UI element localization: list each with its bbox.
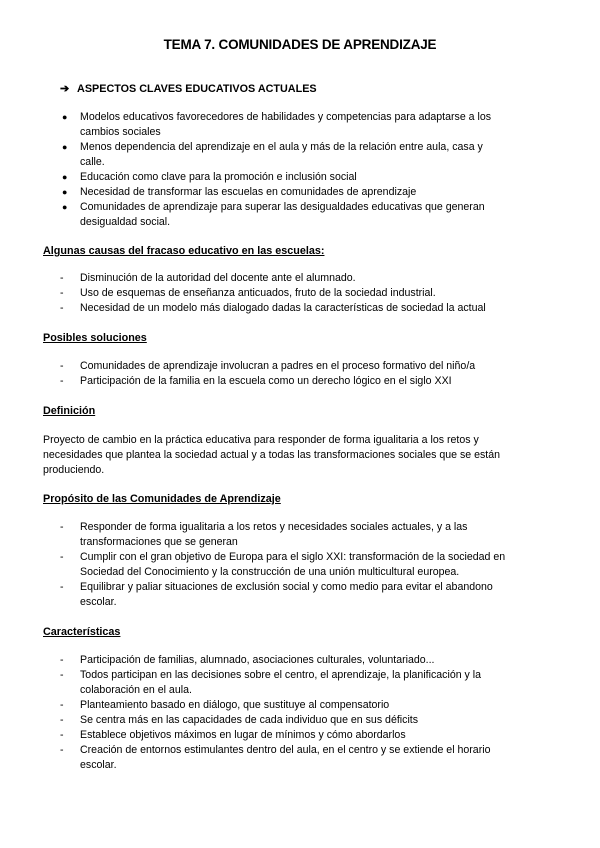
characteristics-list xyxy=(0,653,600,773)
purpose-list xyxy=(0,520,600,610)
list-item: ● Modelos educativos favorecedores de habilidades y competencias para adaptarse a los cambios sociales xyxy=(62,111,492,138)
list-item: - Se centra más en las capacidades de cada individuo que en sus déficits xyxy=(60,714,419,726)
list-item: - Responder de forma igualitaria a los retos y necesidades sociales actuales, y a las transformaciones que se generan xyxy=(60,521,468,548)
list-item: - Todos participan en las decisiones sobre el centro, el aprendizaje, la planificación y la colaboración en el aula. xyxy=(60,669,482,696)
solutions-list xyxy=(0,359,600,389)
dash-marker: - xyxy=(60,360,64,372)
bullet-icon: ● xyxy=(62,112,68,122)
dash-marker: - xyxy=(60,581,64,593)
list-item: - Uso de esquemas de enseñanza anticuados, fruto de la sociedad industrial. xyxy=(60,287,436,299)
page-title: TEMA 7. COMUNIDADES DE APRENDIZAJE xyxy=(163,37,437,52)
dash-marker: - xyxy=(60,551,64,563)
causes-heading: Algunas causas del fracaso educativo en las escuelas: xyxy=(43,245,325,257)
list-item: - Equilibrar y paliar situaciones de exclusión social y como medio para evitar el abandono escolar. xyxy=(60,581,493,608)
dash-marker: - xyxy=(60,714,64,726)
purpose-heading: Propósito de las Comunidades de Aprendizaje xyxy=(43,493,281,505)
dash-marker: - xyxy=(60,744,64,756)
characteristics-heading: Características xyxy=(43,626,121,638)
dash-marker: - xyxy=(60,521,64,533)
arrow-icon: ➔ xyxy=(60,83,70,95)
key-aspects-subheading xyxy=(60,82,317,97)
list-item: - Participación de la familia en la escuela como un derecho lógico en el siglo XXI xyxy=(60,375,452,387)
bullet-icon: ● xyxy=(62,187,68,197)
list-item: - Participación de familias, alumnado, asociaciones culturales, voluntariado... xyxy=(60,654,435,666)
dash-marker: - xyxy=(60,699,64,711)
dash-marker: - xyxy=(60,287,64,299)
dash-marker: - xyxy=(60,654,64,666)
list-item: - Planteamiento basado en diálogo, que sustituye al compensatorio xyxy=(60,699,390,711)
bullet-icon: ● xyxy=(62,142,68,152)
dash-marker: - xyxy=(60,272,64,284)
list-item: - Disminución de la autoridad del docente ante el alumnado. xyxy=(60,272,356,284)
definition-text: Proyecto de cambio en la práctica educativa para responder de forma igualitaria a los retos y necesidades que plantea la sociedad actual y a todas las transformaciones sociales que se están produciendo. xyxy=(43,434,500,476)
solutions-heading: Posibles soluciones xyxy=(43,332,147,344)
list-item: ● Necesidad de transformar las escuelas en comunidades de aprendizaje xyxy=(62,186,417,198)
key-aspects-list xyxy=(0,110,600,230)
list-item: ● Menos dependencia del aprendizaje en el aula y más de la relación entre aula, casa y calle. xyxy=(62,141,483,168)
list-item: - Comunidades de aprendizaje involucran a padres en el proceso formativo del niño/a xyxy=(60,360,476,372)
list-item: - Establece objetivos máximos en lugar de mínimos y cómo abordarlos xyxy=(60,729,406,741)
list-item: - Creación de entornos estimulantes dentro del aula, en el centro y se extiende el horario escolar. xyxy=(60,744,491,771)
dash-marker: - xyxy=(60,302,64,314)
bullet-icon: ● xyxy=(62,202,68,212)
dash-marker: - xyxy=(60,669,64,681)
list-item: - Necesidad de un modelo más dialogado dadas la características de sociedad la actual xyxy=(60,302,486,314)
dash-marker: - xyxy=(60,729,64,741)
key-aspects-label: ASPECTOS CLAVES EDUCATIVOS ACTUALES xyxy=(77,83,317,95)
bullet-icon: ● xyxy=(62,172,68,182)
dash-marker: - xyxy=(60,375,64,387)
list-item: - Cumplir con el gran objetivo de Europa para el siglo XXI: transformación de la sociedad en Sociedad del Conocimiento y la construcción de una unión multicultural europea. xyxy=(60,551,506,578)
definition-heading: Definición xyxy=(43,405,96,417)
causes-list xyxy=(0,271,600,316)
list-item: ● Comunidades de aprendizaje para superar las desigualdades educativas que generan desigualdad social. xyxy=(62,201,485,228)
list-item: ● Educación como clave para la promoción e inclusión social xyxy=(62,171,357,183)
